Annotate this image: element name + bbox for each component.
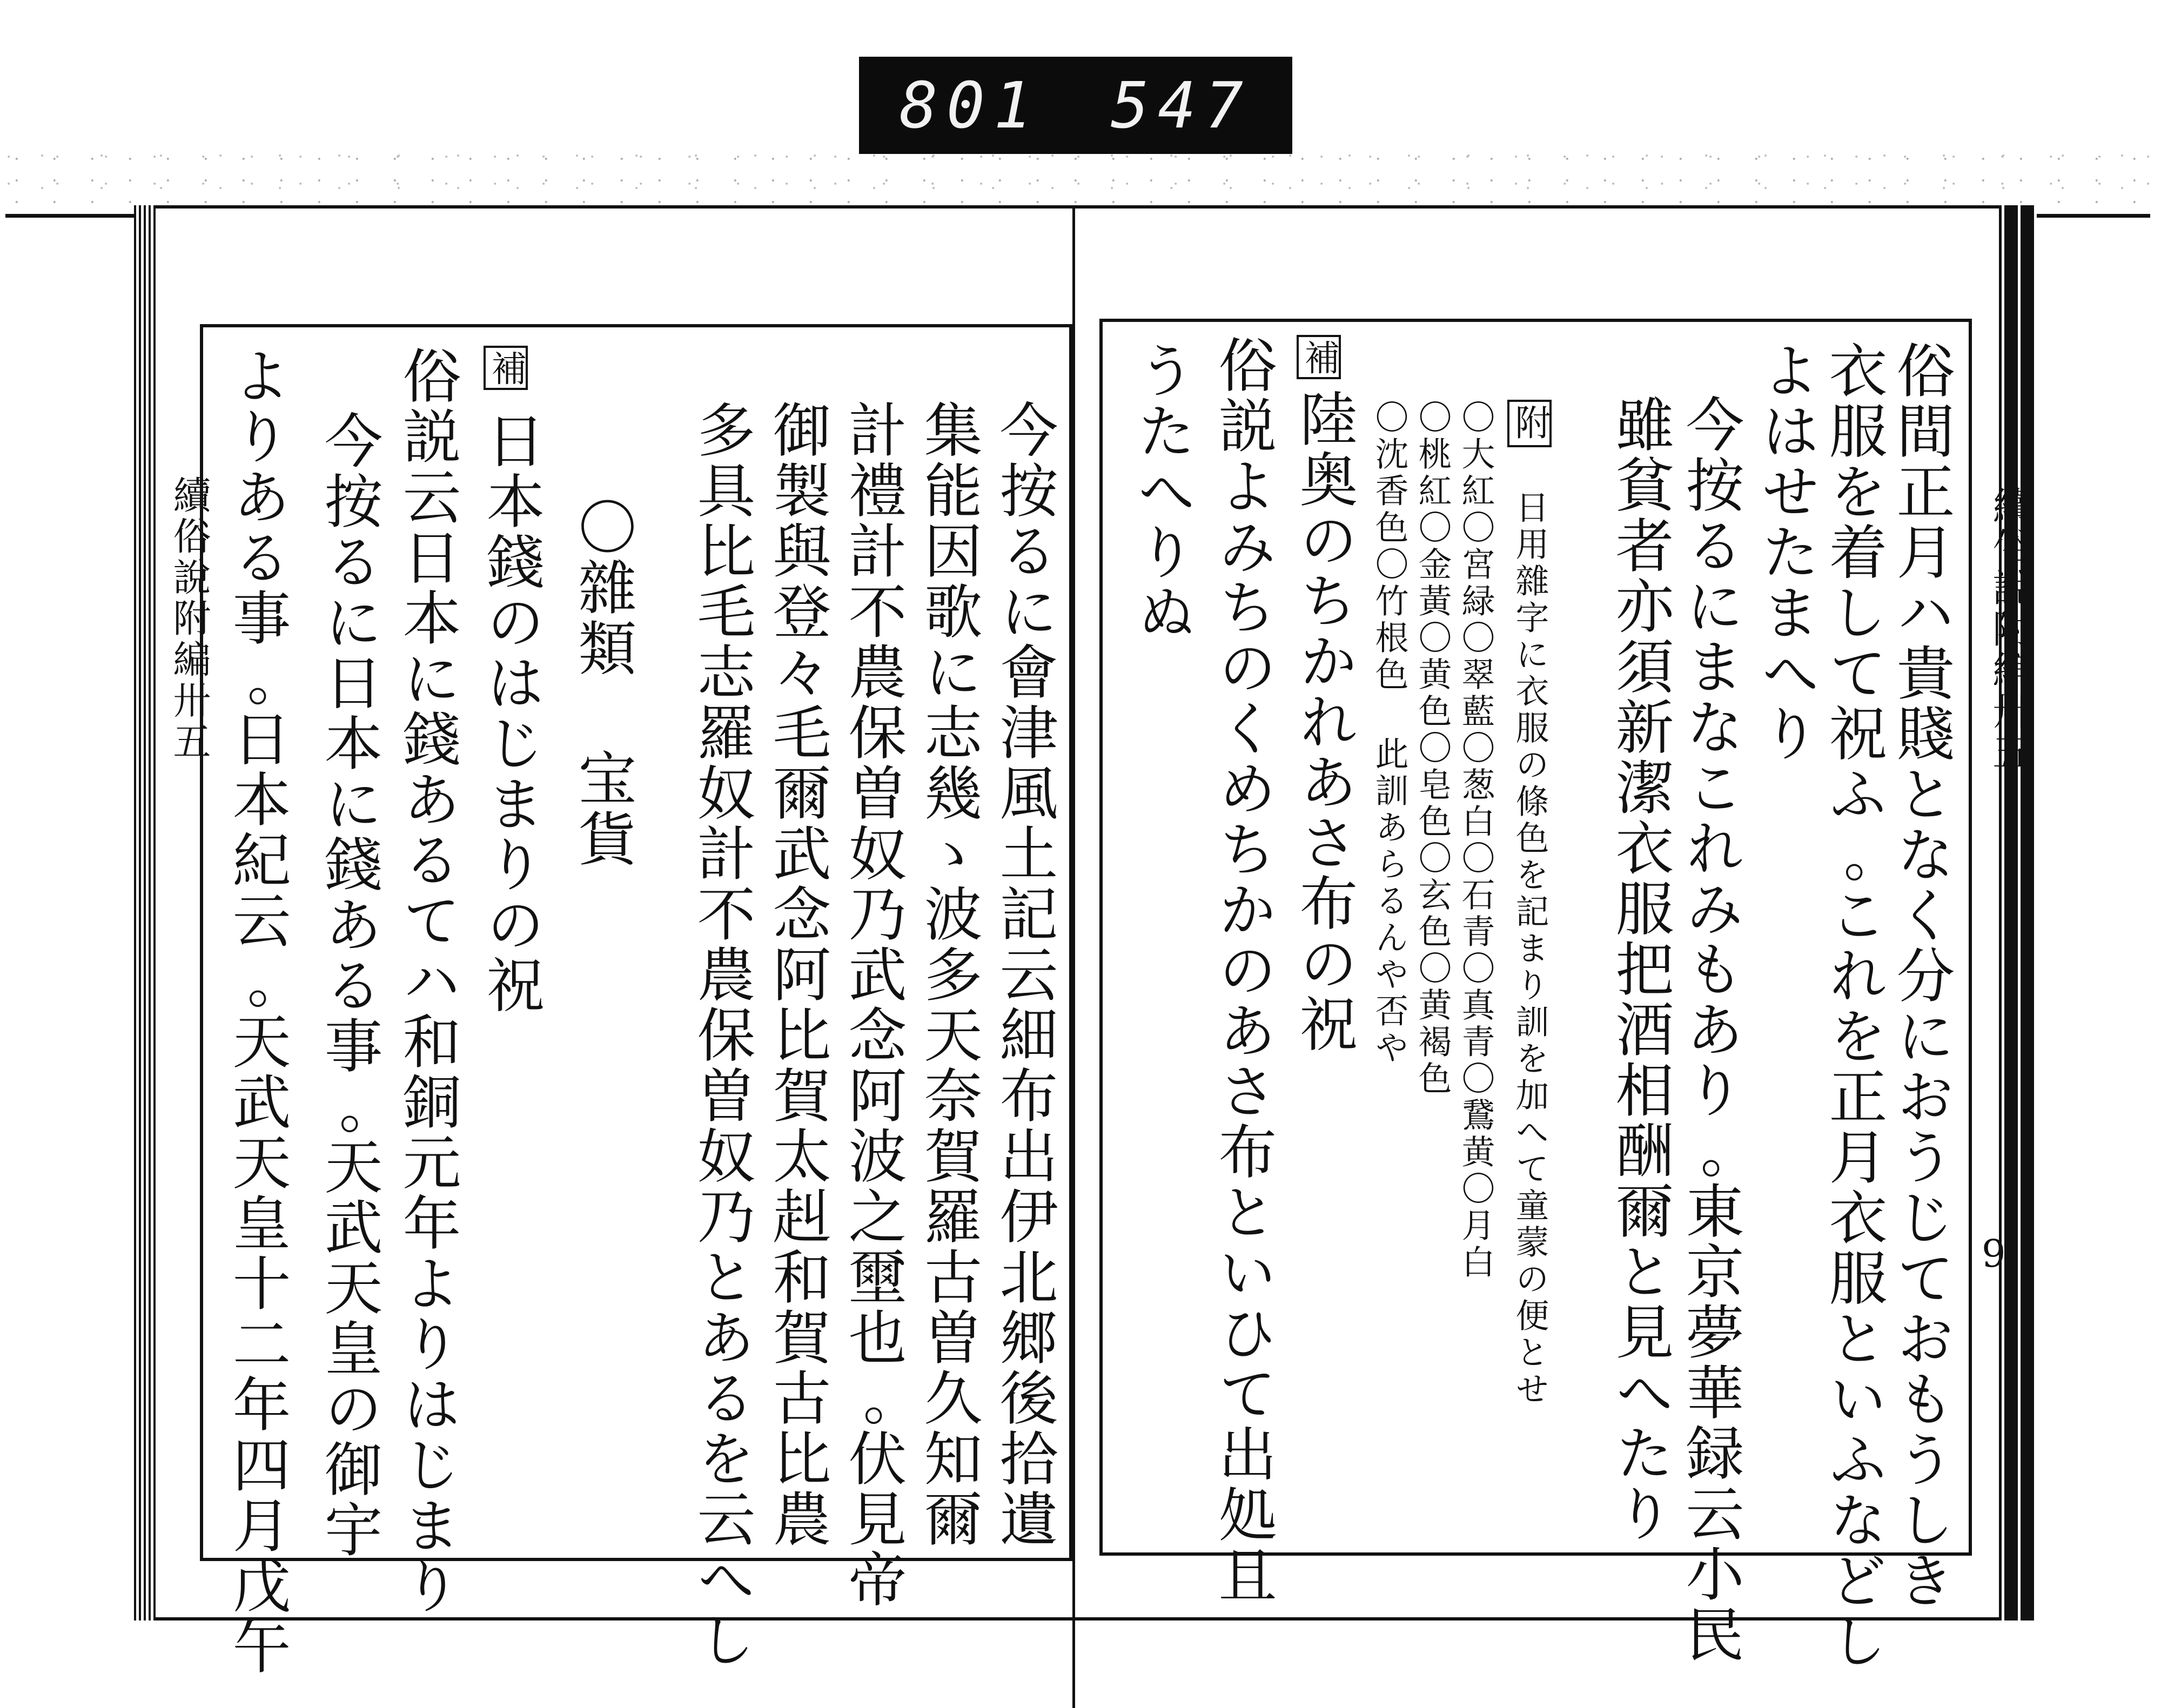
left-col-4: 御製與登々毛爾武念阿比賀太赳和賀古比農 xyxy=(763,400,830,1549)
right-fu-block xyxy=(1507,400,1552,1408)
left-ho-marker xyxy=(484,346,528,390)
plate-number-right: 547 xyxy=(1111,68,1252,143)
left-col-1: 今按るに會津風土記云細布出伊北郷後拾遺 xyxy=(990,400,1057,1549)
right-color-list-3: 〇沈香色〇竹根色 此訓あらるんや否や xyxy=(1370,400,1409,1067)
right-color-list-1: 〇大紅〇宮緑〇翠藍〇葱白〇石青〇真青〇鵞黄〇月白 xyxy=(1456,400,1495,1281)
right-col-11: うたへりぬ xyxy=(1128,340,1195,643)
fu-label: 附 xyxy=(1507,400,1552,447)
scan-noise xyxy=(0,146,2161,205)
right-col-9: 陸奥のちかれあさ布の祝 xyxy=(1290,389,1357,1054)
right-color-list-2: 〇桃紅〇金黃〇黄色〇皂色〇玄色〇黄褐色 xyxy=(1413,400,1452,1098)
left-col-8: 俗説云日本に錢あるてハ和銅元年よりはじまり xyxy=(393,346,460,1616)
right-ho-marker xyxy=(1297,335,1341,379)
left-col-2: 集能因歌に志幾ゝ波多天奈賀羅古曽久知爾 xyxy=(914,400,982,1549)
left-col-3: 計禮計不農保曽奴乃武念阿波之壐也｡伏見帝 xyxy=(838,400,906,1610)
archive-label-plate xyxy=(859,57,1292,154)
right-col-4: 今按るにまなこれみもあり｡東京夢華録云小民 xyxy=(1676,394,1743,1665)
left-col-10: よりある事｡日本紀云｡天武天皇十二年四月戊午 xyxy=(223,346,290,1677)
right-col-1: 俗間正月ハ貴賤となく分におうじておもうしき xyxy=(1887,340,1954,1611)
ho-label: 補 xyxy=(1297,335,1341,379)
page-number: 9 xyxy=(1982,1232,2006,1276)
right-col-3: よはせたまへり xyxy=(1751,340,1819,764)
right-book-edge xyxy=(1999,205,2037,1620)
left-col-5: 多具比毛志羅奴計不農保曽奴乃とあるを云へし xyxy=(687,400,755,1670)
right-margin-header: 續俗說附編卅五 xyxy=(1986,486,2031,774)
fu-text: 日用雜字に衣服の條色を記まり訓を加へて童蒙の便とせ xyxy=(1510,490,1549,1408)
left-col-9: 今按るに日本に錢ある事｡天武天皇の御宇 xyxy=(314,411,382,1560)
left-section-heading: 〇雜類 宝貨 xyxy=(568,497,636,869)
left-book-edge xyxy=(134,205,156,1620)
center-gutter xyxy=(1072,208,1075,1708)
ho-label-left: 補 xyxy=(484,346,528,390)
right-col-2: 衣服を着して祝ふ｡これを正月衣服といふなどし xyxy=(1819,340,1887,1671)
left-col-7: 日本錢のはじまりの祝 xyxy=(477,411,544,1016)
right-col-10: 俗説よみちのくめちかのあさ布といひて出処且 xyxy=(1209,335,1276,1605)
plate-number-left: 801 xyxy=(899,68,1041,143)
right-col-5: 雖貧者亦須新潔衣服把酒相酬爾と見へたり xyxy=(1606,394,1673,1544)
left-margin-header: 續俗說附編卅五 xyxy=(167,475,211,763)
